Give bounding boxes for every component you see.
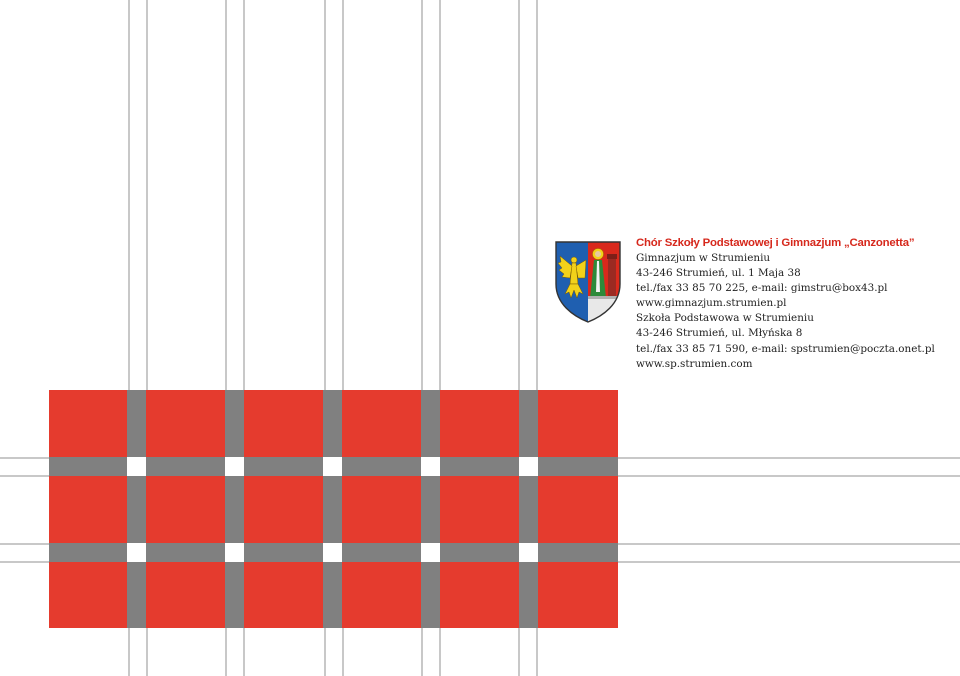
grid-crossing <box>225 543 244 562</box>
grid-crossing <box>421 543 440 562</box>
grid-crossing <box>127 457 146 476</box>
address-gymnasium: 43-246 Strumień, ul. 1 Maja 38 <box>636 267 801 280</box>
grid-crossing <box>421 457 440 476</box>
website-primary: www.sp.strumien.com <box>636 357 753 370</box>
grid-band-vertical <box>127 390 146 628</box>
red-grid-panel <box>49 390 618 628</box>
address-primary: 43-246 Strumień, ul. Młyńska 8 <box>636 327 803 340</box>
grid-crossing <box>323 543 342 562</box>
school-name-primary: Szkoła Podstawowa w Strumieniu <box>636 312 814 325</box>
grid-band-vertical <box>225 390 244 628</box>
grid-crossing <box>225 457 244 476</box>
website-gymnasium: www.gimnazjum.strumien.pl <box>636 297 787 310</box>
grid-crossing <box>519 457 538 476</box>
grid-crossing <box>323 457 342 476</box>
phone-email-primary: tel./fax 33 85 71 590, e-mail: spstrumien@poczta.onet.pl <box>636 342 935 355</box>
choir-title: Chór Szkoły Podstawowej i Gimnazjum „Canzonetta” <box>636 237 915 249</box>
grid-band-vertical <box>519 390 538 628</box>
grid-crossing <box>127 543 146 562</box>
phone-email-gymnasium: tel./fax 33 85 70 225, e-mail: gimstru@box43.pl <box>636 282 888 295</box>
school-name-gymnasium: Gimnazjum w Strumieniu <box>636 252 771 264</box>
contact-block <box>636 236 956 372</box>
grid-crossing <box>519 543 538 562</box>
coat-of-arms-icon <box>553 240 623 324</box>
grid-band-vertical <box>421 390 440 628</box>
grid-band-vertical <box>323 390 342 628</box>
